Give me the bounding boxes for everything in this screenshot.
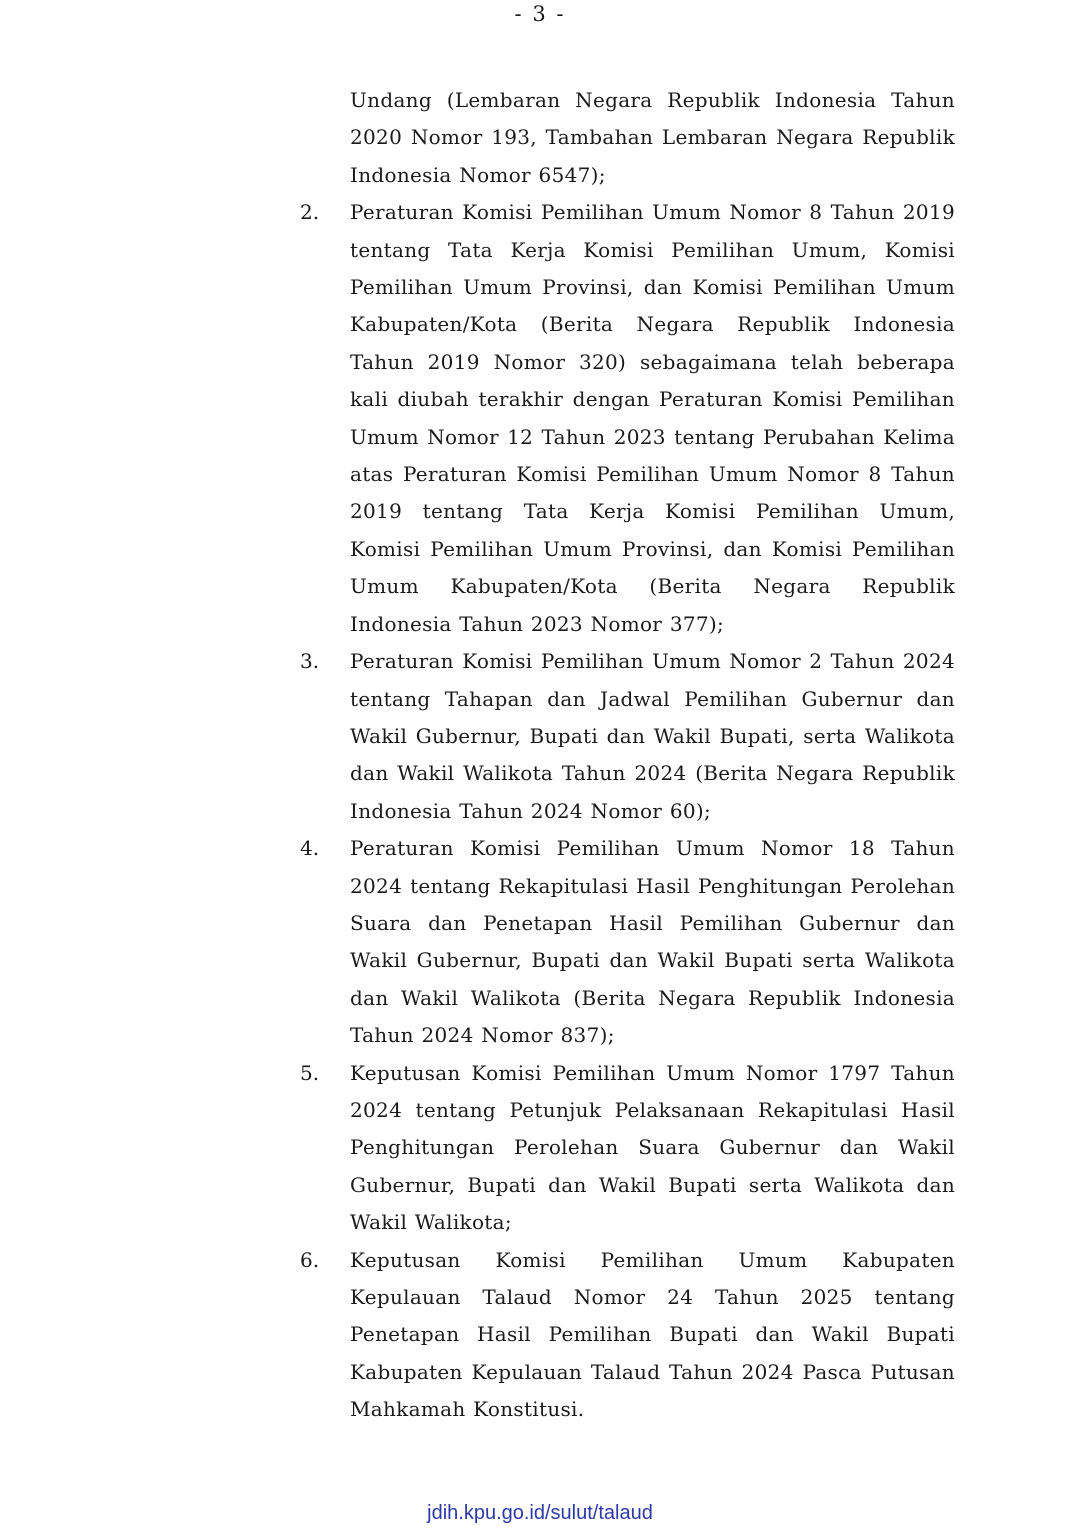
list-item-number: 2. — [300, 200, 320, 225]
list-item-number: 3. — [300, 649, 320, 674]
page-number: - 3 - — [514, 2, 566, 26]
list-item — [0, 194, 1080, 643]
list-item-number: 4. — [300, 836, 320, 861]
list-item-text: Peraturan Komisi Pemilihan Umum Nomor 8 Tahun 2019 tentang Tata Kerja Komisi Pemilihan Umum, Komisi Pemilihan Umum Provinsi, dan Komisi Pemilihan Umum Kabupaten/Kota (Berita Negara Republik Indonesia Tahun 2019 Nomor 320) sebagaimana telah beberapa kali diubah terakhir dengan Peraturan Komisi Pemilihan Umum Nomor 12 Tahun 2023 tentang Perubahan Kelima atas Peraturan Komisi Pemilihan Umum Nomor 8 Tahun 2019 tentang Tata Kerja Komisi Pemilihan Umum, Komisi Pemilihan Umum Provinsi, dan Komisi Pemilihan Umum Kabupaten/Kota (Berita Negara Republik Indonesia Tahun 2023 Nomor 377); — [350, 200, 955, 636]
list-item-text: Peraturan Komisi Pemilihan Umum Nomor 18 Tahun 2024 tentang Rekapitulasi Hasil Penghitungan Perolehan Suara dan Penetapan Hasil Pemilihan Gubernur dan Wakil Gubernur, Bupati dan Wakil Bupati serta Walikota dan Wakil Walikota (Berita Negara Republik Indonesia Tahun 2024 Nomor 837); — [350, 836, 955, 1048]
list-item — [0, 1242, 1080, 1429]
list-item-text: Peraturan Komisi Pemilihan Umum Nomor 2 Tahun 2024 tentang Tahapan dan Jadwal Pemilihan Gubernur dan Wakil Gubernur, Bupati dan Wakil Bupati, serta Walikota dan Wakil Walikota Tahun 2024 (Berita Negara Republik Indonesia Tahun 2024 Nomor 60); — [350, 649, 955, 823]
list-item-text: Undang (Lembaran Negara Republik Indonesia Tahun 2020 Nomor 193, Tambahan Lembaran Negara Republik Indonesia Nomor 6547); — [350, 88, 955, 187]
list-item — [0, 1055, 1080, 1242]
document-body — [0, 82, 1080, 1429]
list-item-continuation — [0, 82, 1080, 194]
list-item-number: 5. — [300, 1060, 320, 1085]
list-item-text: Keputusan Komisi Pemilihan Umum Kabupaten Kepulauan Talaud Nomor 24 Tahun 2025 tentang Penetapan Hasil Pemilihan Bupati dan Wakil Bupati Kabupaten Kepulauan Talaud Tahun 2024 Pasca Putusan Mahkamah Konstitusi. — [350, 1247, 955, 1422]
footer-link[interactable]: jdih.kpu.go.id/sulut/talaud — [427, 1502, 653, 1524]
list-item-number: 6. — [300, 1247, 320, 1272]
list-item — [0, 830, 1080, 1054]
list-item-text: Keputusan Komisi Pemilihan Umum Nomor 1797 Tahun 2024 tentang Petunjuk Pelaksanaan Rekapitulasi Hasil Penghitungan Perolehan Suara Gubernur dan Wakil Gubernur, Bupati dan Wakil Bupati serta Walikota dan Wakil Walikota; — [350, 1060, 955, 1235]
list-item — [0, 643, 1080, 830]
